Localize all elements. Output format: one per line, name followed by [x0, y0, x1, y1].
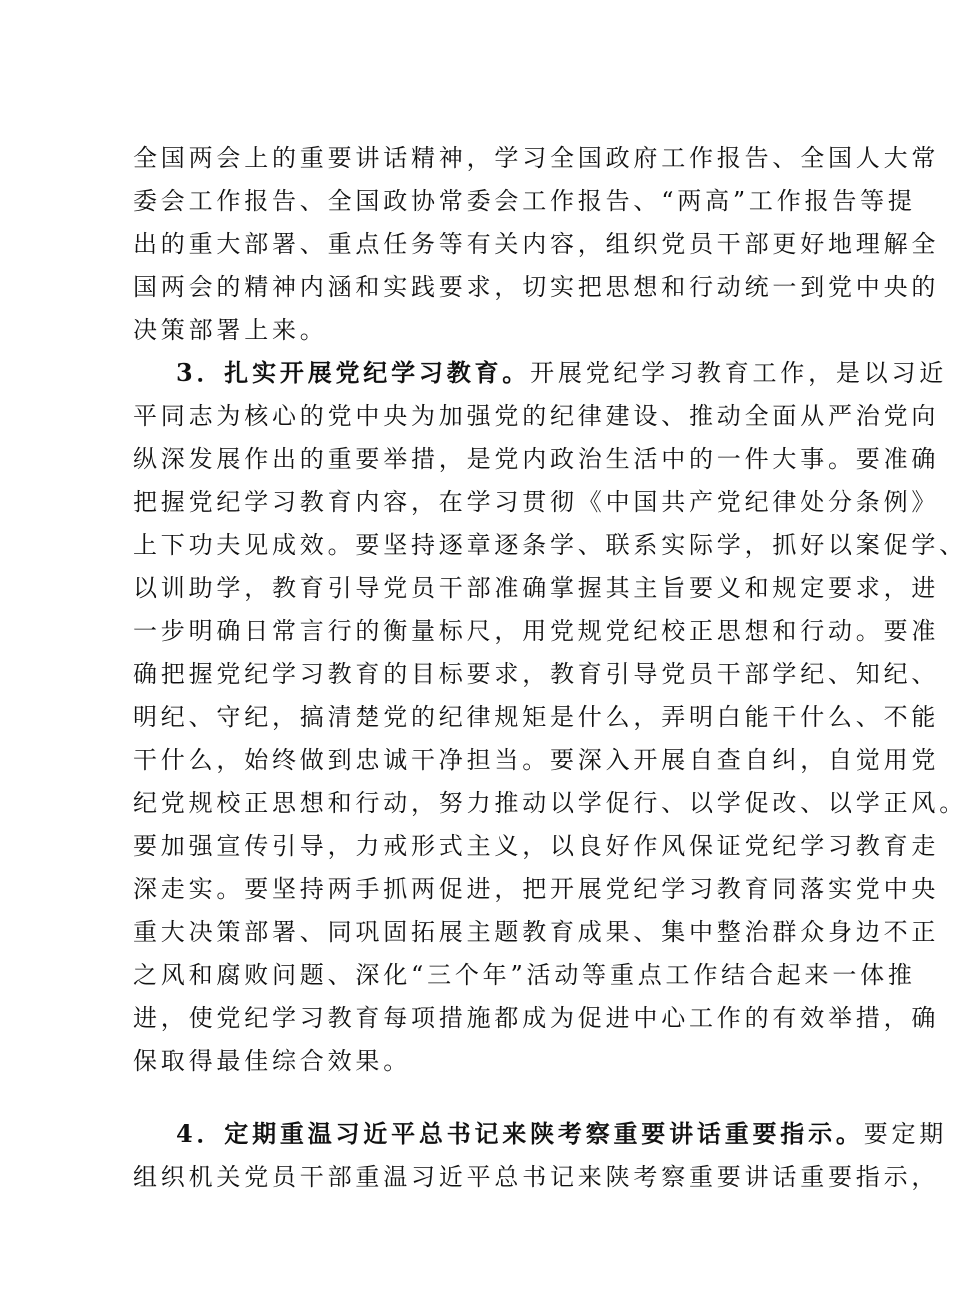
- paragraph-line: 上下功夫见成效。要坚持逐章逐条学、联系实际学，抓好以案促学、: [133, 531, 967, 559]
- paragraph-line: 保取得最佳综合效果。: [133, 1047, 411, 1075]
- paragraph-line: 纪党规校正思想和行动，努力推动以学促行、以学促改、以学正风。: [133, 789, 967, 817]
- paragraph-line: 决策部署上来。: [133, 316, 328, 344]
- paragraph-line: 重大决策部署、同巩固拓展主题教育成果、集中整治群众身边不正: [133, 918, 940, 946]
- paragraph-line: 一步明确日常言行的衡量标尺，用党规党纪校正思想和行动。要准: [133, 617, 940, 645]
- paragraph-line: 平同志为核心的党中央为加强党的纪律建设、推动全面从严治党向: [133, 402, 940, 430]
- paragraph-line: 出的重大部署、重点任务等有关内容，组织党员干部更好地理解全: [133, 230, 940, 258]
- paragraph-line: 委会工作报告、全国政协常委会工作报告、“两高”工作报告等提: [133, 187, 916, 215]
- paragraph-line: 全国两会上的重要讲话精神，学习全国政府工作报告、全国人大常: [133, 144, 940, 172]
- section-4-heading: 4．定期重温习近平总书记来陕考察重要讲话重要指示。: [176, 1119, 864, 1148]
- paragraph-line: 明纪、守纪，搞清楚党的纪律规矩是什么，弄明白能干什么、不能: [133, 703, 940, 731]
- paragraph-line: 要加强宣传引导，力戒形式主义，以良好作风保证党纪学习教育走: [133, 832, 940, 860]
- paragraph-line: 确把握党纪学习教育的目标要求，教育引导党员干部学纪、知纪、: [133, 660, 940, 688]
- paragraph-line: 组织机关党员干部重温习近平总书记来陕考察重要讲话重要指示，: [133, 1163, 940, 1191]
- paragraph-line: 进，使党纪学习教育每项措施都成为促进中心工作的有效举措，确: [133, 1004, 940, 1032]
- section-3-first-line-text: 开展党纪学习教育工作，是以习近: [530, 359, 948, 387]
- paragraph-line: 之风和腐败问题、深化“三个年”活动等重点工作结合起来一体推: [133, 961, 916, 989]
- section-4-first-line: [176, 1119, 948, 1149]
- paragraph-line: 以训助学，教育引导党员干部准确掌握其主旨要义和规定要求，进: [133, 574, 940, 602]
- paragraph-line: 深走实。要坚持两手抓两促进，把开展党纪学习教育同落实党中央: [133, 875, 940, 903]
- paragraph-line: 纵深发展作出的重要举措，是党内政治生活中的一件大事。要准确: [133, 445, 940, 473]
- paragraph-line: 把握党纪学习教育内容，在学习贯彻《中国共产党纪律处分条例》: [133, 488, 940, 516]
- section-4-first-line-text: 要定期: [863, 1120, 948, 1148]
- section-3-heading: 3．扎实开展党纪学习教育。: [176, 358, 531, 387]
- paragraph-line: 干什么，始终做到忠诚干净担当。要深入开展自查自纠，自觉用党: [133, 746, 940, 774]
- paragraph-line: 国两会的精神内涵和实践要求，切实把思想和行动统一到党中央的: [133, 273, 940, 301]
- section-3-first-line: [176, 358, 948, 388]
